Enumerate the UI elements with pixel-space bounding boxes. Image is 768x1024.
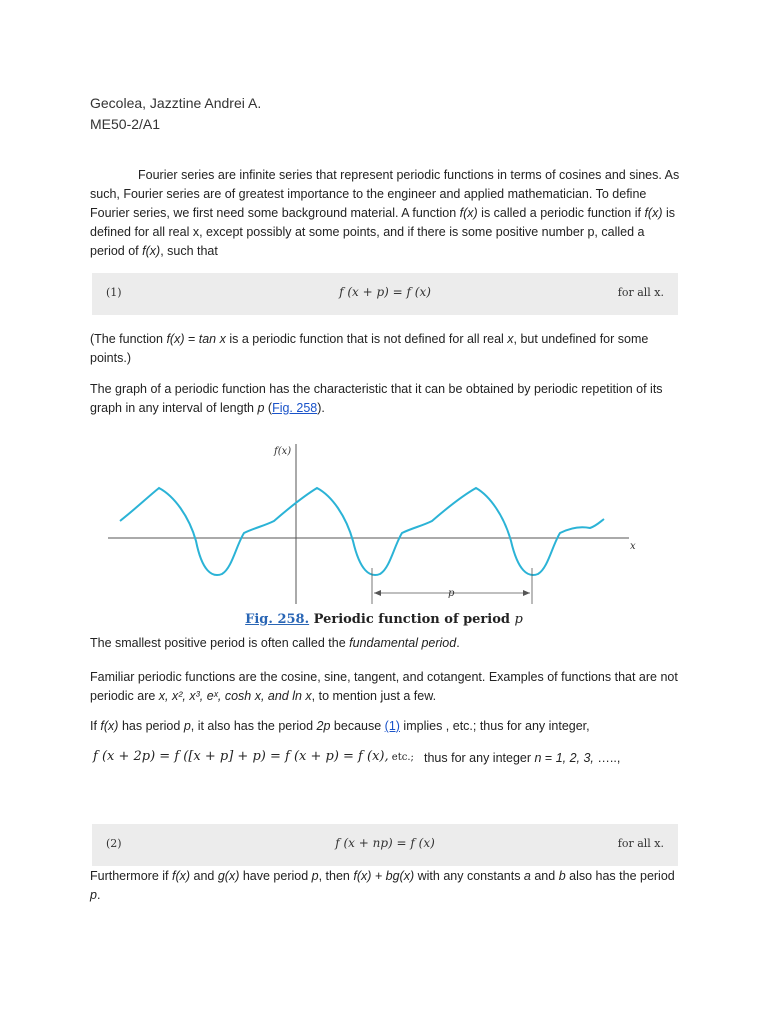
equation-1-number: (1) <box>106 286 122 299</box>
y-axis-label: f(x) <box>274 446 292 457</box>
graph-paragraph: The graph of a periodic function has the characteristic that it can be obtained by periodic repetition of its graph in any interval of length p (Fig. 258). <box>90 382 663 415</box>
period-2p-paragraph: If f(x) has period p, it also has the period 2p because (1) implies , etc.; thus for any integer, <box>90 719 590 733</box>
period-2p-equation: f (x + 2p) = f ([x + p] + p) = f (x + p) = f (x), etc.; <box>93 749 414 764</box>
figure-caption: Fig. 258. Periodic function of period p <box>245 612 523 627</box>
equation-1-box <box>92 273 678 315</box>
furthermore-paragraph: Furthermore if f(x) and g(x) have period p, then f(x) + bg(x) with any constants a and b also has the period p. <box>90 869 675 902</box>
equation-2-box <box>92 824 678 866</box>
intro-paragraph: Fourier series are infinite series that represent periodic functions in terms of cosines and sines. As such, Fourier series are of greatest importance to the engineer and applied mathematician. To define Fourier series, we first need some background material. A function f(x) is called a periodic function if f(x) is defined for all real x, except possibly at some points, and if there is some positive number p, called a period of f(x), such that <box>90 168 680 258</box>
equation-2-condition: for all x. <box>617 837 664 850</box>
fig-258-link[interactable]: Fig. 258 <box>272 401 318 415</box>
course-section: ME50-2/A1 <box>90 116 161 132</box>
period-label: p <box>448 588 455 599</box>
period-arrow-right-head <box>523 590 530 596</box>
equation-1-link[interactable]: (1) <box>384 719 400 733</box>
tan-note-paragraph: (The function f(x) = tan x is a periodic function that is not defined for all real x, but undefined for some points.) <box>90 332 649 365</box>
familiar-functions-paragraph: Familiar periodic functions are the cosine, sine, tangent, and cotangent. Examples of functions that are not periodic are x, x², x³, eˣ, cosh x, and ln x, to mention just a few. <box>90 670 678 703</box>
equation-2-expression: f (x + np) = f (x) <box>335 836 435 850</box>
fundamental-period-paragraph: The smallest positive period is often called the fundamental period. <box>90 636 460 650</box>
period-arrow-left-head <box>374 590 381 596</box>
equation-1-condition: for all x. <box>617 286 664 299</box>
author-name: Gecolea, Jazztine Andrei A. <box>90 95 262 111</box>
integer-n-text: thus for any integer n = 1, 2, 3, ….., <box>424 751 621 765</box>
periodic-curve <box>120 488 604 575</box>
x-axis-label: x <box>630 541 636 552</box>
equation-1-expression: f (x + p) = f (x) <box>339 285 431 299</box>
equation-2-number: (2) <box>106 837 122 850</box>
periodic-function-graph <box>104 436 644 606</box>
caption-fig-link[interactable]: Fig. 258. <box>245 612 310 627</box>
